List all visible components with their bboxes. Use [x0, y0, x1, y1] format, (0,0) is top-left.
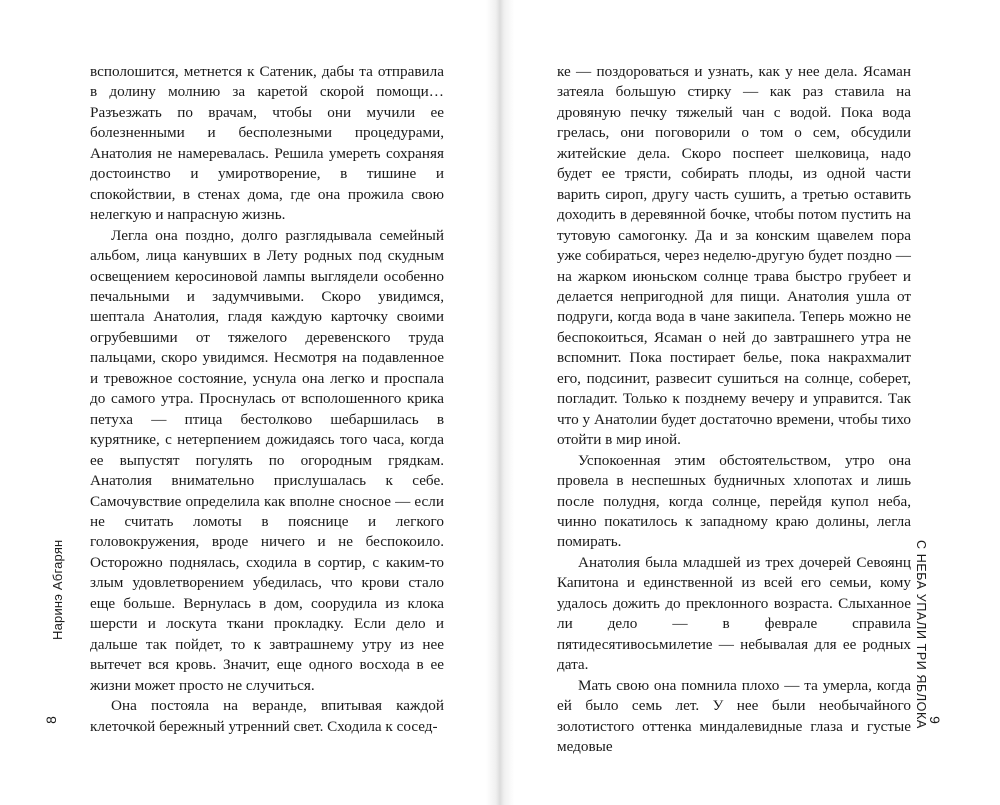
paragraph: ке — поздороваться и узнать, как у нее дела. Ясаман затеяла большую стирку — как раз ставила на дровяную печку тяжелый чан с водой. Пока вода грелась, они поговорили о том о сем, обсудили житейские дела. Скоро поспеет шелковица, надо будет ее трясти, собирать плоды, из одной части варить сироп, другу часть сушить, а третью оставить доходить в деревянной бочке, чтобы потом пустить на тутовую самогонку. Да и за конским щавелем пора уже собираться, через неделю-другую будет поздно — на жарком июньском солнце трава быстро грубеет и делается непригодной для пищи. Анатолия ушла от подруги, когда вода в чане закипела. Теперь можно не беспокоиться, Ясаман о ней до завтрашнего утра не вспомнит. Пока постирает белье, пока накрахмалит его, подсинит, развесит сушиться на солнце, соберет, погладит. Только к позднему вечеру и управится. Так что у Анатолии будет достаточно времени, чтобы тихо отойти в мир иной. — [557, 63, 911, 449]
paragraph: Успокоенная этим обстоятельством, утро она провела в неспешных будничных хлопотах и лишь после полудня, когда солнце, перейдя купол неба, чинно покатилось к западному краю долины, легла помирать. — [557, 451, 911, 551]
book-gutter — [486, 0, 514, 805]
author-running-head: Наринэ Абгарян — [50, 539, 65, 640]
paragraph: Легла она поздно, долго разглядывала семейный альбом, лица канувших в Лету родных под скудным освещением керосиновой лампы выглядели особенно печальными и задумчивыми. Скоро увидимся, шептала Анатолия, гладя каждую карточку своими огрубевшими от тяжелого деревенского труда пальцами, скоро увидимся. Несмотря на подавленное и тревожное состояние, уснула она легко и проспала до самого утра. Проснулась от всполошенного крика петуха — птица бестолково шебаршилась в курятнике, с нетерпением дожидаясь того часа, когда ее выпустят погулять по огородным грядкам. Анатолия внимательно прислушалась к себе. Самочувствие определила как вполне сносное — если не считать ломоты в пояснице и легкого головокружения, вроде ничего и не беспокоило. Осторожно поднялась, сходила в сортир, с каким-то злым удовлетворением убедилась, что крови стало еще больше. Вернулась в дом, соорудила из клока шерсти и лоскута ткани прокладку. Если дело и дальше так пойдет, то к завтрашнему утру из нее вытечет вся кровь. Значит, еще одного восхода в ее жизни может просто не случиться. — [90, 226, 444, 694]
paragraph: Она постояла на веранде, впитывая каждой клеточкой бережный утренний свет. Сходила к сосед- — [90, 697, 444, 735]
paragraph: Анатолия была младшей из трех дочерей Севоянц Капитона и единственной из всей его семьи, кому удалось дожить до преклонного возраста. Слыханное ли дело — в феврале справила пятидесятивосьмилетие — небывалая для ее родных дата. — [557, 553, 911, 674]
left-page-text — [90, 62, 444, 737]
book-title-running-head: С НЕБА УПАЛИ ТРИ ЯБЛОКА — [914, 540, 928, 729]
right-page-text — [557, 62, 911, 757]
paragraph: всполошится, метнется к Сатеник, дабы та отправила в долину молнию за каретой скорой помощи… Разъезжать по врачам, чтобы они мучили ее болезненными и бесполезными процедурами, Анатолия не намеревалась. Решила умереть сохраняя достоинство и умиротворение, в тишине и спокойствии, в стенах дома, где она прожила свою нелегкую и напрасную жизнь. — [90, 63, 444, 224]
page-number-right: 9 — [926, 716, 943, 724]
paragraph: Мать свою она помнила плохо — та умерла, когда ей было семь лет. У нее были необычайного золотистого оттенка миндалевидные глаза и густые медовые — [557, 676, 911, 755]
page-number-left: 8 — [42, 716, 59, 724]
